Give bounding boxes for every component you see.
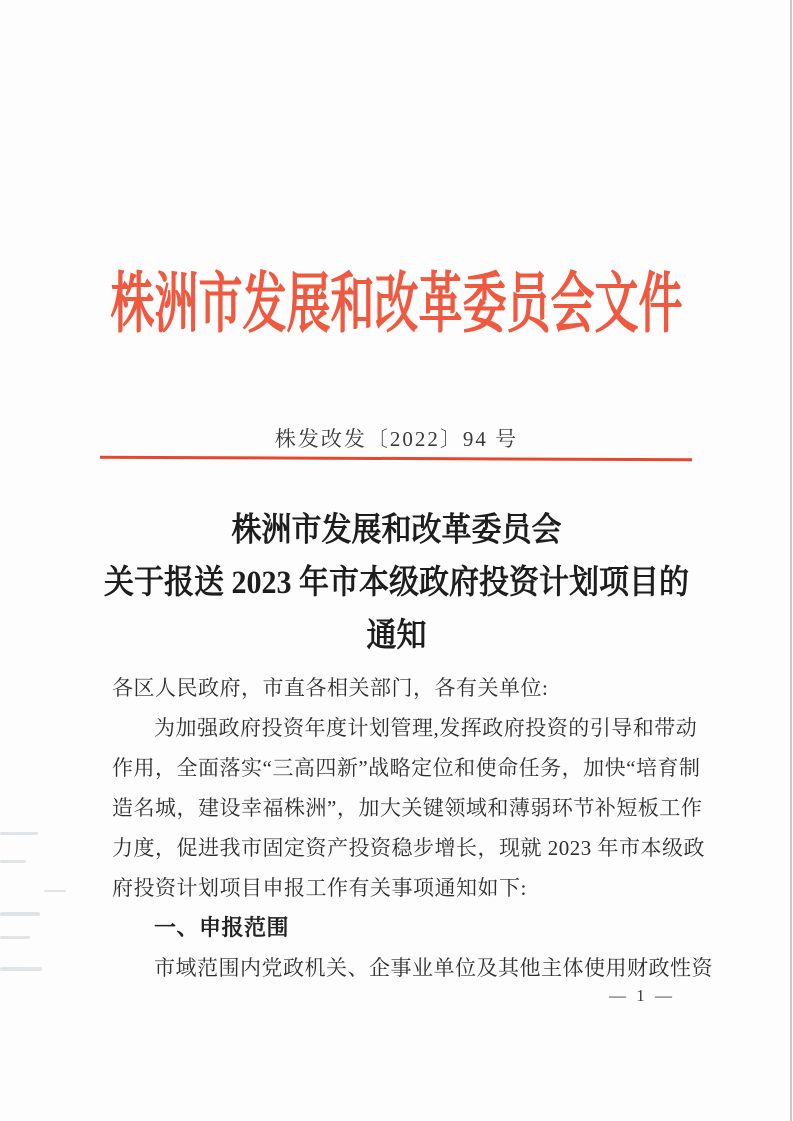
document-title (0, 504, 793, 662)
page-number: — 1 — (609, 986, 675, 1005)
document-number: 株发改发〔2022〕94 号 (274, 427, 519, 451)
paragraph1-line2: 作用，全面落实“三高四新”战略定位和使命任务，加快“培育制 (112, 756, 701, 780)
scan-smudge (0, 967, 42, 971)
scan-edge-line (790, 0, 792, 1121)
scan-smudge (0, 936, 30, 939)
paragraph1-line5: 府投资计划项目申报工作有关事项通知如下: (112, 876, 527, 900)
document-title-line1: 株洲市发展和改革委员会 (231, 511, 562, 548)
scan-smudge (0, 860, 26, 863)
scan-smudge (0, 832, 38, 835)
scan-smudge (0, 912, 40, 916)
paragraph1-line3: 造名城，建设幸福株洲”，加大关键领域和薄弱环节补短板工作 (112, 796, 703, 820)
masthead-agency-title: 株洲市发展和改革委员会文件 (110, 267, 683, 341)
salutation-line: 各区人民政府，市直各相关部门，各有关单位: (112, 676, 549, 700)
document-title-line2: 关于报送 2023 年市本级政府投资计划项目的 (104, 564, 689, 601)
section1-heading: 一、申报范围 (154, 915, 290, 940)
paragraph2-line1: 市域范围内党政机关、企事业单位及其他主体使用财政性资 (154, 956, 713, 980)
paragraph1-line1: 为加强政府投资年度计划管理,发挥政府投资的引导和带动 (154, 716, 698, 740)
document-body (112, 668, 713, 988)
paragraph1-line4: 力度，促进我市固定资产投资稳步增长，现就 2023 年市本级政 (112, 836, 705, 860)
document-title-line3: 通知 (366, 617, 427, 654)
scan-smudge (44, 890, 66, 892)
red-divider-line (100, 456, 692, 462)
